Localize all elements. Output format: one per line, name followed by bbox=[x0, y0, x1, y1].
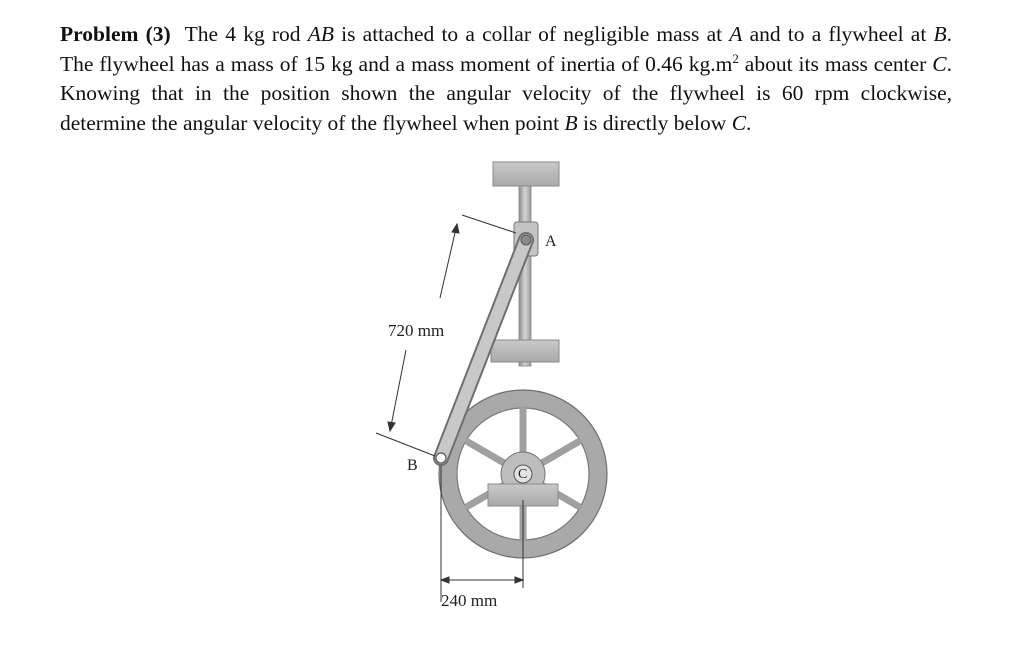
text-segment: about its mass center bbox=[738, 51, 933, 76]
text-segment: . bbox=[746, 110, 752, 135]
var-c: C bbox=[932, 51, 947, 76]
var-ab: AB bbox=[307, 22, 334, 46]
var-b: B bbox=[564, 110, 578, 135]
flywheel-figure bbox=[360, 150, 660, 630]
superscript: 2 bbox=[732, 50, 739, 66]
var-c: C bbox=[731, 110, 747, 135]
text-segment: . Knowing that in the position shown the angular velocity of the flywheel is 60 rpm clockwise, determine the angular velocity of the flywheel when point bbox=[60, 51, 953, 135]
var-a: A bbox=[729, 22, 743, 46]
dim-base-label: 240 mm bbox=[441, 591, 498, 610]
text-segment: and to a flywheel at bbox=[742, 22, 934, 46]
problem-label: Problem (3) bbox=[60, 22, 171, 46]
label-a: A bbox=[545, 233, 557, 250]
var-b: B bbox=[933, 22, 947, 46]
label-b: B bbox=[407, 457, 418, 474]
text-segment: is attached to a collar of negligible mass at bbox=[333, 22, 730, 46]
label-c: C bbox=[518, 467, 528, 482]
text-segment: . The flywheel has a mass of 15 kg and a mass moment of inertia of 0.46 kg.m bbox=[60, 22, 953, 76]
problem-statement bbox=[60, 20, 952, 138]
dim-rod-label: 720 mm bbox=[388, 321, 445, 340]
text-segment: is directly below bbox=[577, 110, 732, 135]
text-segment: The 4 kg rod bbox=[184, 22, 308, 46]
